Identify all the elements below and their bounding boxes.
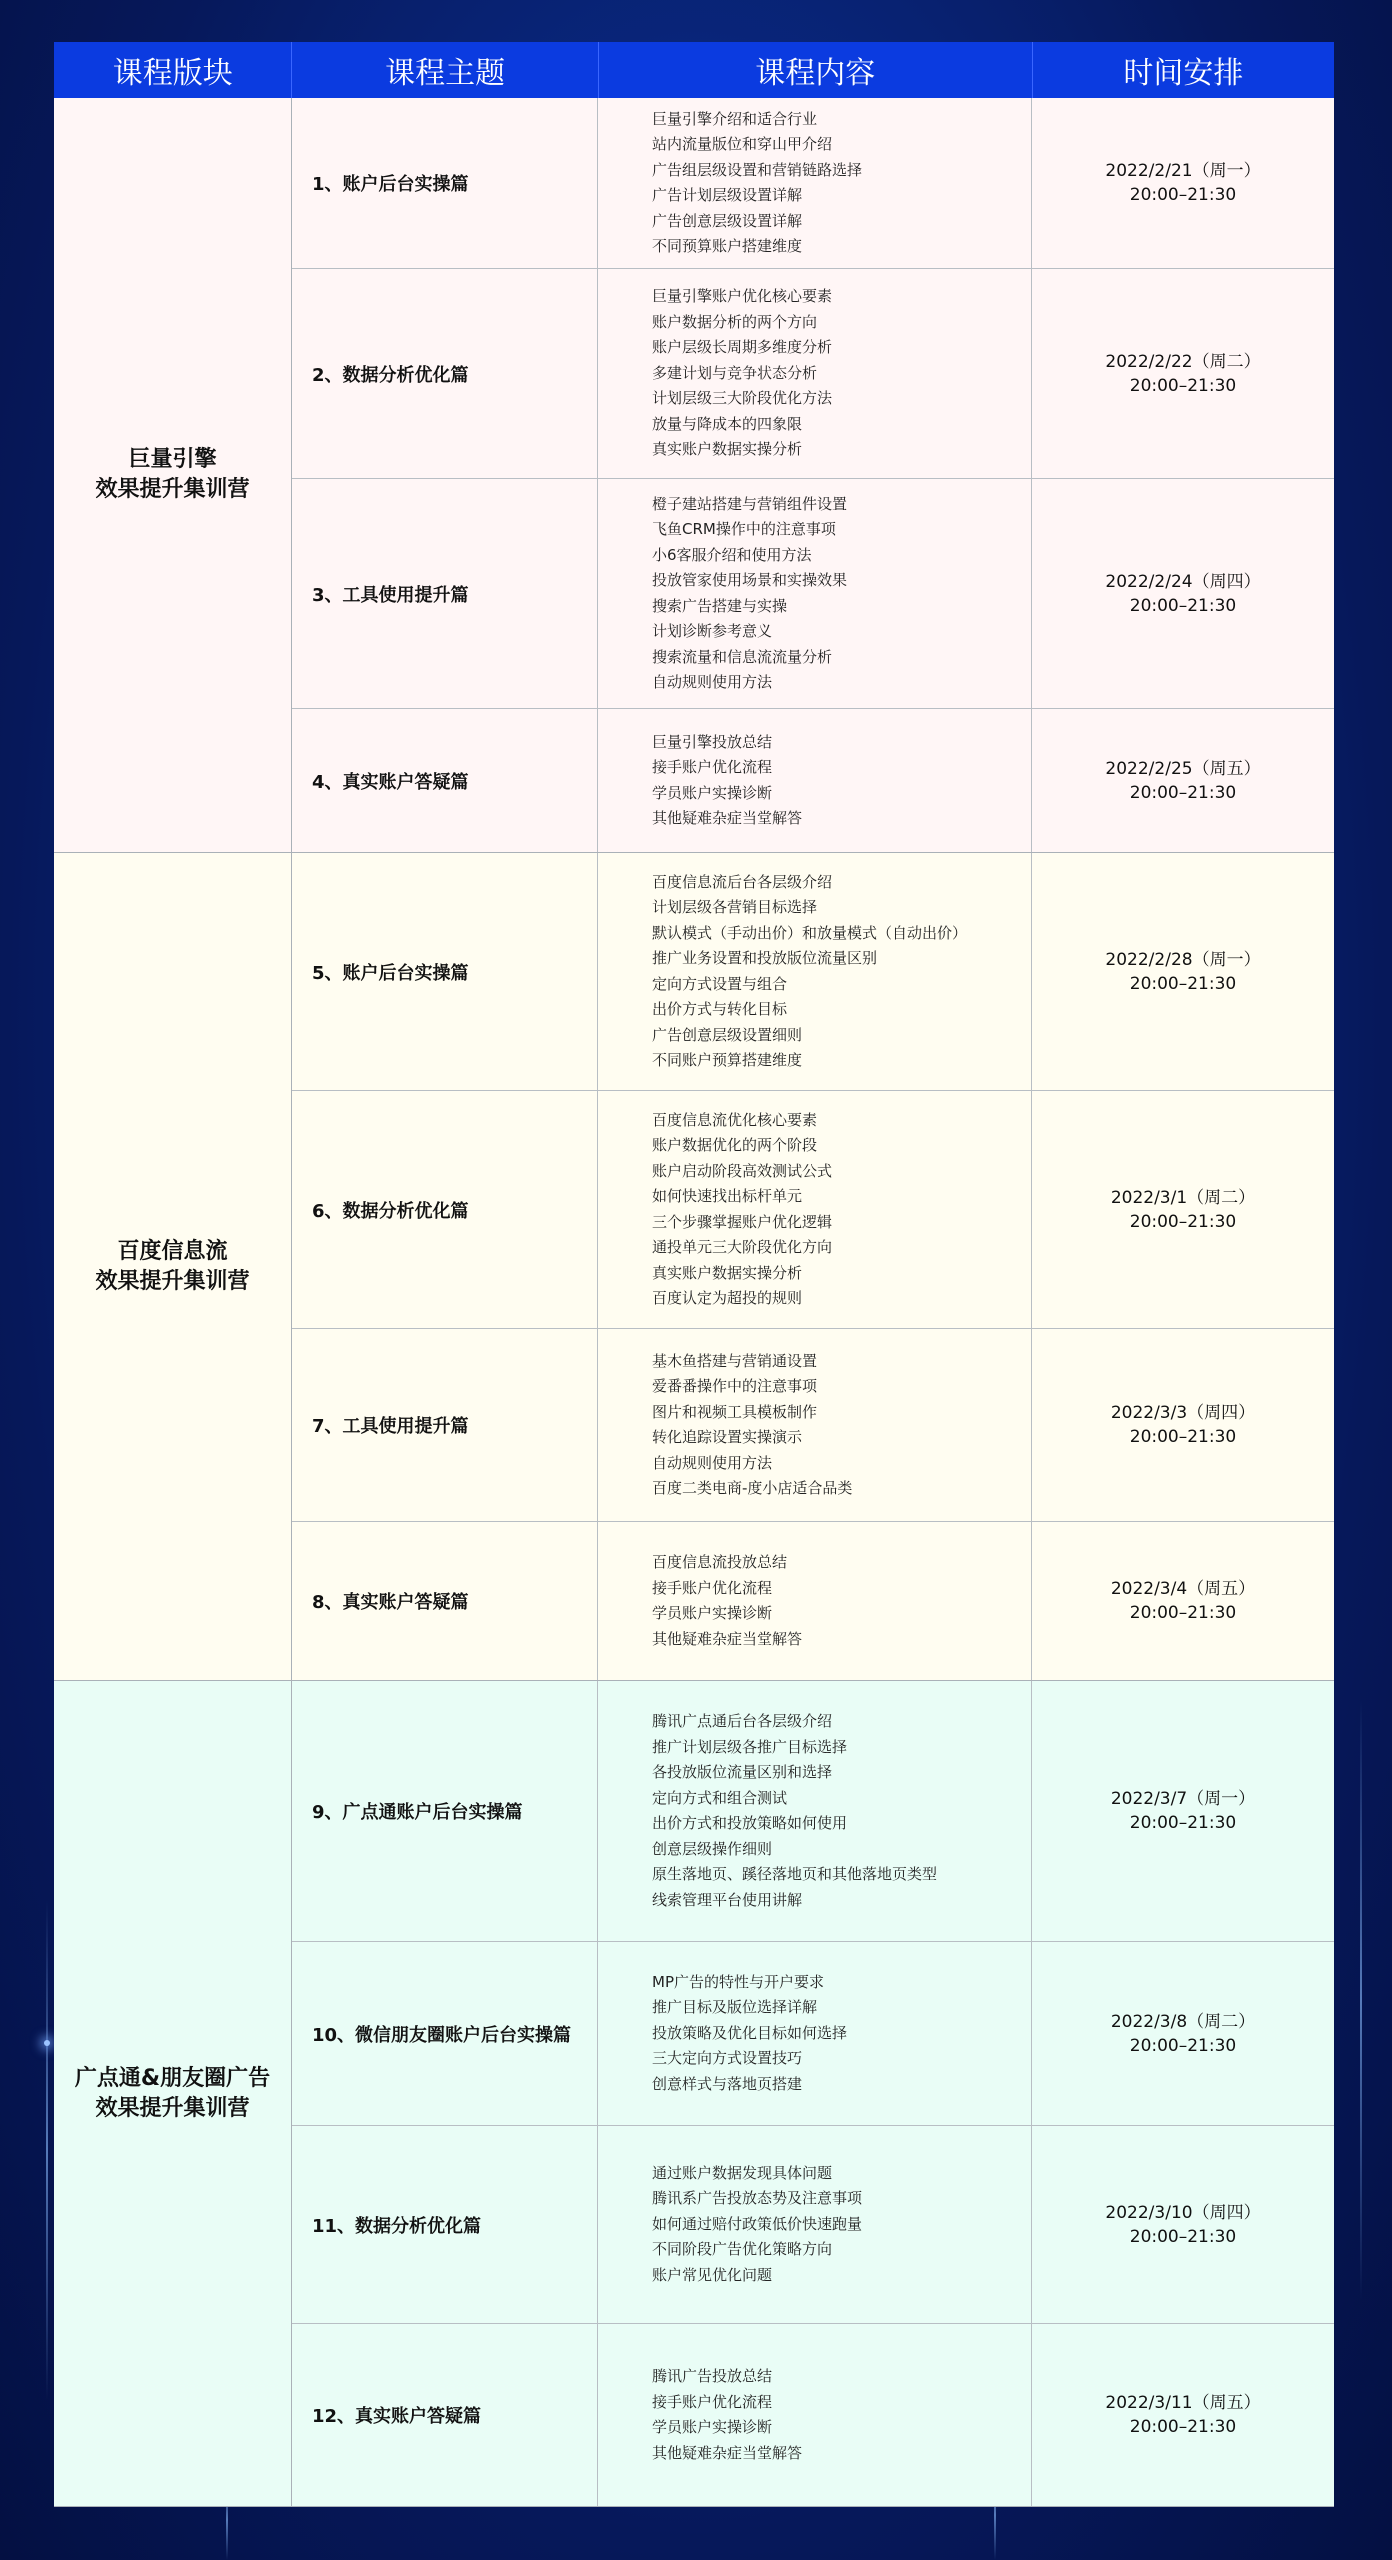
schedule-hours: 20:00–21:30: [1129, 2417, 1237, 2437]
content-item: 自动规则使用方法: [652, 673, 773, 691]
course-content: [598, 479, 1032, 708]
content-item: 广告计划层级设置详解: [652, 186, 803, 204]
course-topic: 2、数据分析优化篇: [292, 269, 598, 478]
course-content: [598, 2324, 1032, 2506]
content-item: 腾讯系广告投放态势及注意事项: [652, 2189, 863, 2208]
content-item: 其他疑难杂症当堂解答: [652, 809, 803, 827]
content-item: 计划层级各营销目标选择: [652, 898, 818, 916]
content-item: 巨量引擎账户优化核心要素: [652, 287, 833, 306]
course-module-block: [54, 1681, 1334, 2507]
course-topic: 9、广点通账户后台实操篇: [292, 1681, 598, 1941]
schedule-time: [1032, 709, 1334, 852]
content-item: 定向方式设置与组合: [652, 974, 788, 993]
schedule-hours: 20:00–21:30: [1129, 2035, 1237, 2056]
content-item: 定向方式和组合测试: [652, 1788, 788, 1807]
content-item: 计划诊断参考意义: [652, 622, 773, 640]
content-item: 接手账户优化流程: [652, 1578, 773, 1597]
content-item: 飞鱼CRM操作中的注意事项: [652, 520, 836, 538]
content-item: 如何通过赔付政策低价快速跑量: [652, 2214, 863, 2233]
content-item: 不同预算账户搭建维度: [652, 237, 803, 255]
course-content: [598, 1329, 1032, 1521]
course-topic: 6、数据分析优化篇: [292, 1091, 598, 1328]
course-content: [598, 2126, 1032, 2323]
content-item: 巨量引擎介绍和适合行业: [652, 109, 818, 128]
content-item: 线索管理平台使用讲解: [652, 1890, 803, 1909]
header-topic: 课程主题: [292, 42, 598, 98]
content-item: 账户数据分析的两个方向: [652, 312, 818, 331]
content-item: 多建计划与竞争状态分析: [652, 363, 818, 382]
content-item: 百度二类电商-度小店适合品类: [652, 1479, 853, 1497]
content-item: 百度信息流后台各层级介绍: [652, 872, 833, 891]
content-item: 三个步骤掌握账户优化逻辑: [652, 1212, 833, 1231]
schedule-date: 2022/2/28（周一）: [1105, 949, 1261, 970]
schedule-time: [1032, 269, 1334, 478]
content-item: 接手账户优化流程: [652, 2392, 773, 2411]
table-row: [292, 98, 1334, 269]
schedule-date: 2022/2/21（周一）: [1105, 161, 1261, 181]
content-item: 投放管家使用场景和实操效果: [652, 571, 848, 589]
content-item: 学员账户实操诊断: [652, 1604, 773, 1622]
content-item: 百度信息流优化核心要素: [652, 1110, 818, 1129]
table-row: [292, 1681, 1334, 1942]
header-content: 课程内容: [599, 42, 1033, 98]
course-topic: 11、数据分析优化篇: [292, 2126, 598, 2323]
content-item: 不同阶段广告优化策略方向: [652, 2240, 833, 2259]
content-item: 其他疑难杂症当堂解答: [652, 1629, 803, 1648]
schedule-time: [1032, 1942, 1334, 2125]
content-item: 站内流量版位和穿山甲介绍: [652, 135, 833, 153]
content-item: 学员账户实操诊断: [652, 2418, 773, 2436]
schedule-time: [1032, 479, 1334, 708]
content-item: 广告创意层级设置详解: [652, 211, 803, 230]
content-item: 通过账户数据发现具体问题: [652, 2163, 833, 2182]
content-item: 真实账户数据实操分析: [652, 1263, 803, 1282]
content-item: 推广目标及版位选择详解: [652, 1998, 818, 2017]
table-row: [292, 709, 1334, 852]
schedule-time: [1032, 1091, 1334, 1328]
schedule-hours: 20:00–21:30: [1129, 375, 1237, 396]
content-item: 放量与降成本的四象限: [652, 414, 803, 433]
course-content: [598, 269, 1032, 478]
content-item: 橙子建站搭建与营销组件设置: [652, 494, 848, 513]
content-item: 各投放版位流量区别和选择: [652, 1763, 833, 1781]
schedule-date: 2022/3/4（周五）: [1110, 1579, 1256, 1599]
content-item: 百度信息流投放总结: [652, 1553, 788, 1571]
content-item: 账户层级长周期多维度分析: [652, 338, 833, 357]
course-content: [598, 98, 1032, 268]
schedule-date: 2022/3/10（周四）: [1105, 2202, 1261, 2223]
light-dot: [44, 2040, 50, 2046]
schedule-time: [1032, 1522, 1334, 1680]
content-item: 账户常见优化问题: [652, 2265, 773, 2284]
light-streak: [1360, 1700, 1362, 2300]
schedule-date: 2022/3/11（周五）: [1105, 2393, 1261, 2413]
course-topic: 3、工具使用提升篇: [292, 479, 598, 708]
schedule-hours: 20:00–21:30: [1129, 185, 1237, 205]
table-row: [292, 2324, 1334, 2506]
content-item: 小6客服介绍和使用方法: [652, 545, 812, 564]
content-item: 默认模式（手动出价）和放量模式（自动出价）: [652, 923, 968, 942]
schedule-time: [1032, 98, 1334, 268]
content-item: 创意层级操作细则: [652, 1839, 773, 1858]
course-topic: 8、真实账户答疑篇: [292, 1522, 598, 1680]
content-item: 账户数据优化的两个阶段: [652, 1136, 818, 1154]
header-schedule: 时间安排: [1123, 56, 1244, 91]
content-item: 三大定向方式设置技巧: [652, 2049, 803, 2068]
course-topic: 1、账户后台实操篇: [292, 98, 598, 268]
content-item: 学员账户实操诊断: [652, 783, 773, 802]
table-body: [54, 98, 1334, 2507]
schedule-time: [1032, 1681, 1334, 1941]
schedule-time: [1032, 1329, 1334, 1521]
schedule-date: 2022/2/24（周四）: [1105, 571, 1261, 592]
course-content: [598, 709, 1032, 852]
module-rows: [292, 1681, 1334, 2506]
content-item: 出价方式和投放策略如何使用: [652, 1814, 848, 1832]
content-item: 出价方式与转化目标: [652, 1000, 788, 1018]
module-name: [54, 853, 292, 1680]
content-item: 不同账户预算搭建维度: [652, 1051, 803, 1069]
module-name-line: 效果提升集训营: [95, 1268, 250, 1294]
schedule-time: [1032, 853, 1334, 1090]
content-item: 搜索广告搭建与实操: [652, 596, 788, 615]
content-item: 爱番番操作中的注意事项: [652, 1377, 818, 1395]
schedule-hours: 20:00–21:30: [1129, 2226, 1237, 2247]
course-content: [598, 1522, 1032, 1680]
course-content: [598, 853, 1032, 1090]
module-rows: [292, 853, 1334, 1680]
table-row: [292, 1942, 1334, 2126]
content-item: 如何快速找出标杆单元: [652, 1187, 803, 1205]
content-item: 创意样式与落地页搭建: [652, 2074, 803, 2093]
schedule-hours: 20:00–21:30: [1129, 1427, 1237, 1447]
schedule-hours: 20:00–21:30: [1129, 973, 1237, 994]
content-item: 自动规则使用方法: [652, 1453, 773, 1472]
module-name-line: 效果提升集训营: [95, 2095, 250, 2121]
module-name-line: 百度信息流: [117, 1238, 228, 1264]
table-row: [292, 853, 1334, 1091]
course-topic: 4、真实账户答疑篇: [292, 709, 598, 852]
schedule-hours: 20:00–21:30: [1129, 595, 1237, 616]
content-item: 真实账户数据实操分析: [652, 440, 803, 459]
course-content: [598, 1091, 1032, 1328]
schedule-hours: 20:00–21:30: [1129, 1211, 1237, 1232]
content-item: 投放策略及优化目标如何选择: [652, 2023, 848, 2042]
content-item: 其他疑难杂症当堂解答: [652, 2443, 803, 2462]
content-item: 计划层级三大阶段优化方法: [652, 389, 833, 408]
table-row: [292, 1522, 1334, 1680]
schedule-table: [54, 42, 1334, 2506]
table-row: [292, 269, 1334, 479]
module-name-line: 效果提升集训营: [95, 477, 250, 502]
table-header: [54, 42, 1334, 98]
schedule-date: 2022/3/3（周四）: [1110, 1403, 1256, 1423]
content-item: 通投单元三大阶段优化方向: [652, 1238, 833, 1256]
module-name-line: 广点通&朋友圈广告: [74, 2065, 271, 2091]
content-item: MP广告的特性与开户要求: [652, 1972, 824, 1991]
schedule-date: 2022/2/22（周二）: [1105, 351, 1261, 372]
course-topic: 5、账户后台实操篇: [292, 853, 598, 1090]
schedule-time: [1032, 2126, 1334, 2323]
content-item: 广告组层级设置和营销链路选择: [652, 160, 863, 179]
content-item: 百度认定为超投的规则: [652, 1289, 803, 1307]
table-row: [292, 1329, 1334, 1522]
course-module-block: [54, 853, 1334, 1681]
module-name-line: 巨量引擎: [128, 447, 217, 472]
content-item: 基木鱼搭建与营销通设置: [652, 1351, 818, 1370]
content-item: 广告创意层级设置细则: [652, 1025, 803, 1044]
course-content: [598, 1942, 1032, 2125]
schedule-date: 2022/3/7（周一）: [1110, 1789, 1256, 1809]
course-module-block: [54, 98, 1334, 853]
header-module: 课程版块: [54, 42, 292, 98]
content-item: 推广业务设置和投放版位流量区别: [652, 949, 878, 967]
content-item: 转化追踪设置实操演示: [652, 1428, 803, 1446]
schedule-hours: 20:00–21:30: [1129, 1603, 1237, 1623]
table-row: [292, 2126, 1334, 2324]
schedule-date: 2022/3/8（周二）: [1110, 2011, 1256, 2032]
table-row: [292, 1091, 1334, 1329]
content-item: 原生落地页、蹊径落地页和其他落地页类型: [652, 1865, 938, 1883]
light-streak: [46, 1900, 48, 2400]
content-item: 巨量引擎投放总结: [652, 732, 773, 751]
module-name: [54, 98, 292, 852]
schedule-date: 2022/2/25（周五）: [1105, 758, 1261, 779]
content-item: 图片和视频工具模板制作: [652, 1402, 818, 1421]
course-topic: 12、真实账户答疑篇: [292, 2324, 598, 2506]
schedule-hours: 20:00–21:30: [1129, 1813, 1237, 1833]
table-row: [292, 479, 1334, 709]
schedule-date: 2022/3/1（周二）: [1110, 1187, 1256, 1208]
content-item: 账户启动阶段高效测试公式: [652, 1161, 833, 1180]
course-topic: 10、微信朋友圈账户后台实操篇: [292, 1942, 598, 2125]
content-item: 接手账户优化流程: [652, 758, 773, 776]
content-item: 搜索流量和信息流流量分析: [652, 647, 833, 666]
content-item: 腾讯广点通后台各层级介绍: [652, 1712, 833, 1730]
schedule-hours: 20:00–21:30: [1129, 782, 1237, 803]
module-rows: [292, 98, 1334, 852]
content-item: 推广计划层级各推广目标选择: [652, 1737, 848, 1756]
content-item: 腾讯广告投放总结: [652, 2367, 773, 2385]
module-name: [54, 1681, 292, 2506]
course-content: [598, 1681, 1032, 1941]
course-topic: 7、工具使用提升篇: [292, 1329, 598, 1521]
schedule-time: [1032, 2324, 1334, 2506]
